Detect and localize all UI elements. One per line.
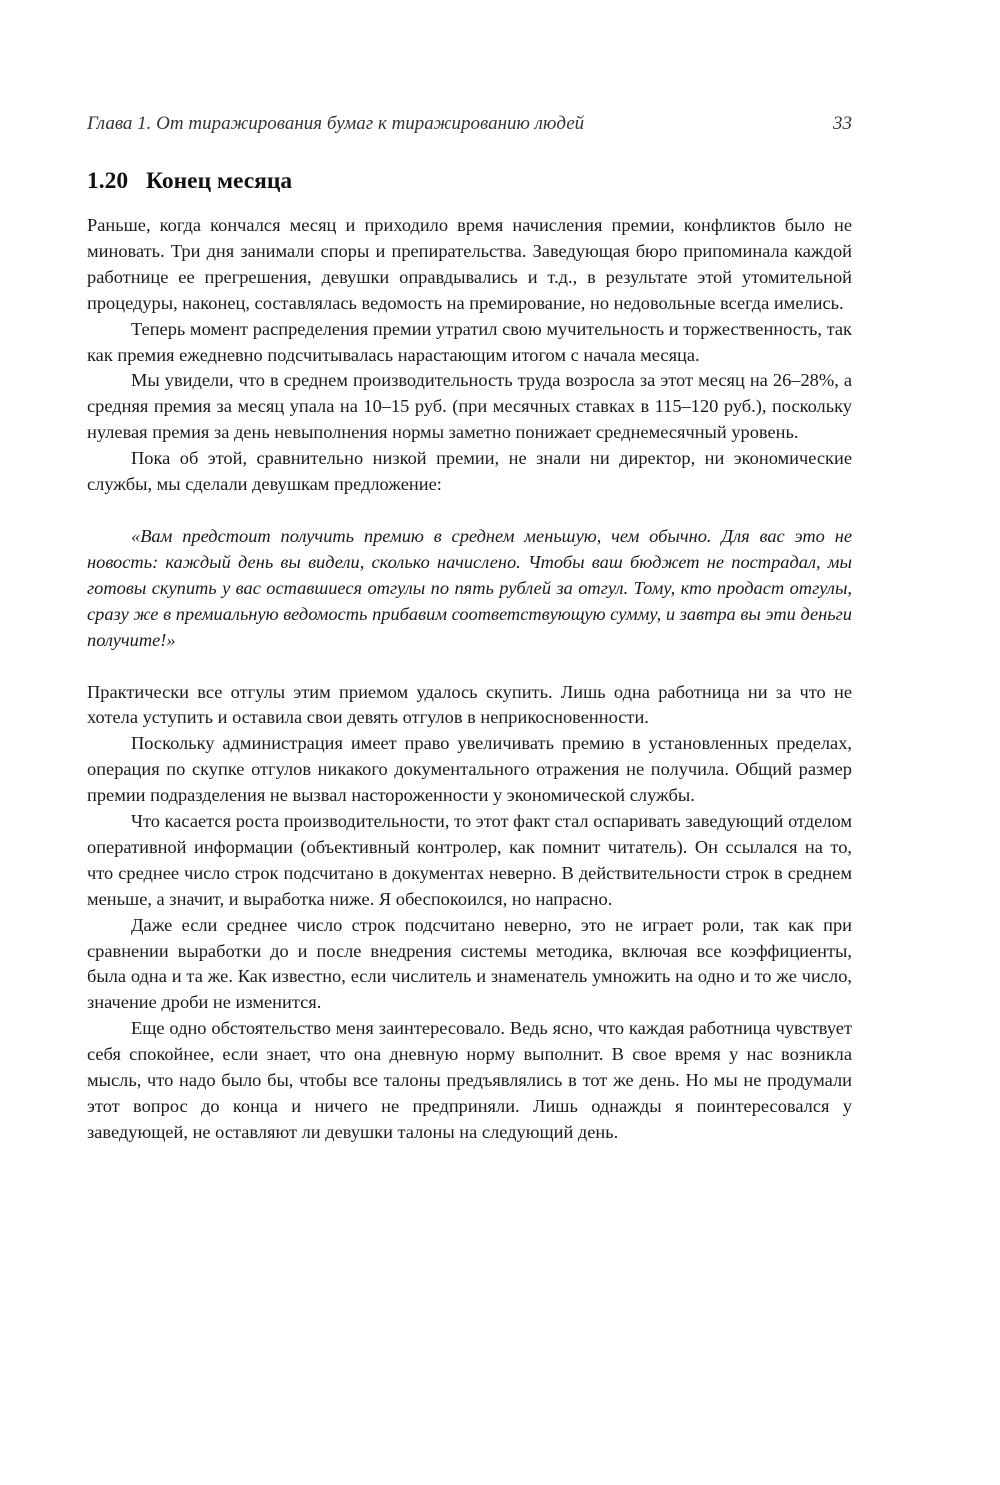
paragraph: Что касается роста производительности, то этот факт стал оспаривать заведующий отделом оперативной информации (объективный контролер, как помнит читатель). Он ссылался на то, что среднее число строк подсчитано в документах неверно. В действительности строк в среднем меньше, а значит, и выработка ниже. Я обеспокоился, но напрасно. [87, 811, 852, 909]
running-header [87, 113, 852, 135]
paragraph: Поскольку администрация имеет право увеличивать премию в установленных пределах, операция по скупке отгулов никакого документального отражения не получила. Общий размер премии подразделения не вызвал настороженности у экономической службы. [87, 733, 852, 806]
section-heading [87, 168, 292, 195]
paragraph: Пока об этой, сравнительно низкой премии, не знали ни директор, ни экономические службы, мы сделали девушкам предложение: [87, 448, 852, 495]
paragraph: Даже если среднее число строк подсчитано неверно, это не играет роли, так как при сравнении выработки до и после внедрения системы методика, включая все коэффициенты, была одна и та же. Как известно, если числитель и знаменатель умножить на одно и то же число, значение дроби не изменится. [87, 914, 852, 1013]
section-title: Конец месяца [146, 168, 293, 194]
paragraph: Практически все отгулы этим приемом удалось скупить. Лишь одна работница ни за что не хотела уступить и оставила свои девять отгулов в неприкосновенности. [87, 681, 852, 728]
paragraph: Раньше, когда кончался месяц и приходило время начисления премии, конфликтов было не миновать. Три дня занимали споры и препирательства. Заведующая бюро припоминала каждой работнице ее прегрешения, девушки оправдывались и т.д., в результате этой утомительной процедуры, наконец, составлялась ведомость на премирование, но недовольные всегда имелись. [87, 215, 852, 313]
page-number: 33 [833, 113, 852, 134]
section-number: 1.20 [87, 168, 129, 194]
paragraph: Мы увидели, что в среднем производительность труда возросла за этот месяц на 26–28%, а средняя премия за месяц упала на 10–15 руб. (при месячных ставках в 115–120 руб.), поскольку нулевая премия за день невыполнения нормы заметно понижает среднемесячный уровень. [87, 370, 852, 443]
running-title: Глава 1. От тиражирования бумаг к тиражированию людей [87, 113, 585, 134]
quote-paragraph: «Вам предстоит получить премию в среднем меньшую, чем обычно. Для вас это не новость: каждый день вы видели, сколько начислено. Чтобы ваш бюджет не пострадал, мы готовы скупить у вас оставшиеся отгулы по пять рублей за отгул. Тому, кто продаст отгулы, сразу же в премиальную ведомость прибавим соответствующую сумму, и завтра вы эти деньги получите!» [87, 525, 852, 650]
paragraph: Теперь момент распределения премии утратил свою мучительность и торжественность, так как премия ежедневно подсчитывалась нарастающим итогом с начала месяца. [87, 318, 852, 365]
body-text [87, 213, 852, 1146]
paragraph: Еще одно обстоятельство меня заинтересовало. Ведь ясно, что каждая работница чувствует себя спокойнее, если знает, что она дневную норму выполнит. В свое время у нас возникла мысль, что надо было бы, чтобы все талоны предъявлялись в тот же день. Но мы не продумали этот вопрос до конца и ничего не предприняли. Лишь однажды я поинтересовался у заведующей, не оставляют ли девушки талоны на следующий день. [87, 1018, 852, 1142]
